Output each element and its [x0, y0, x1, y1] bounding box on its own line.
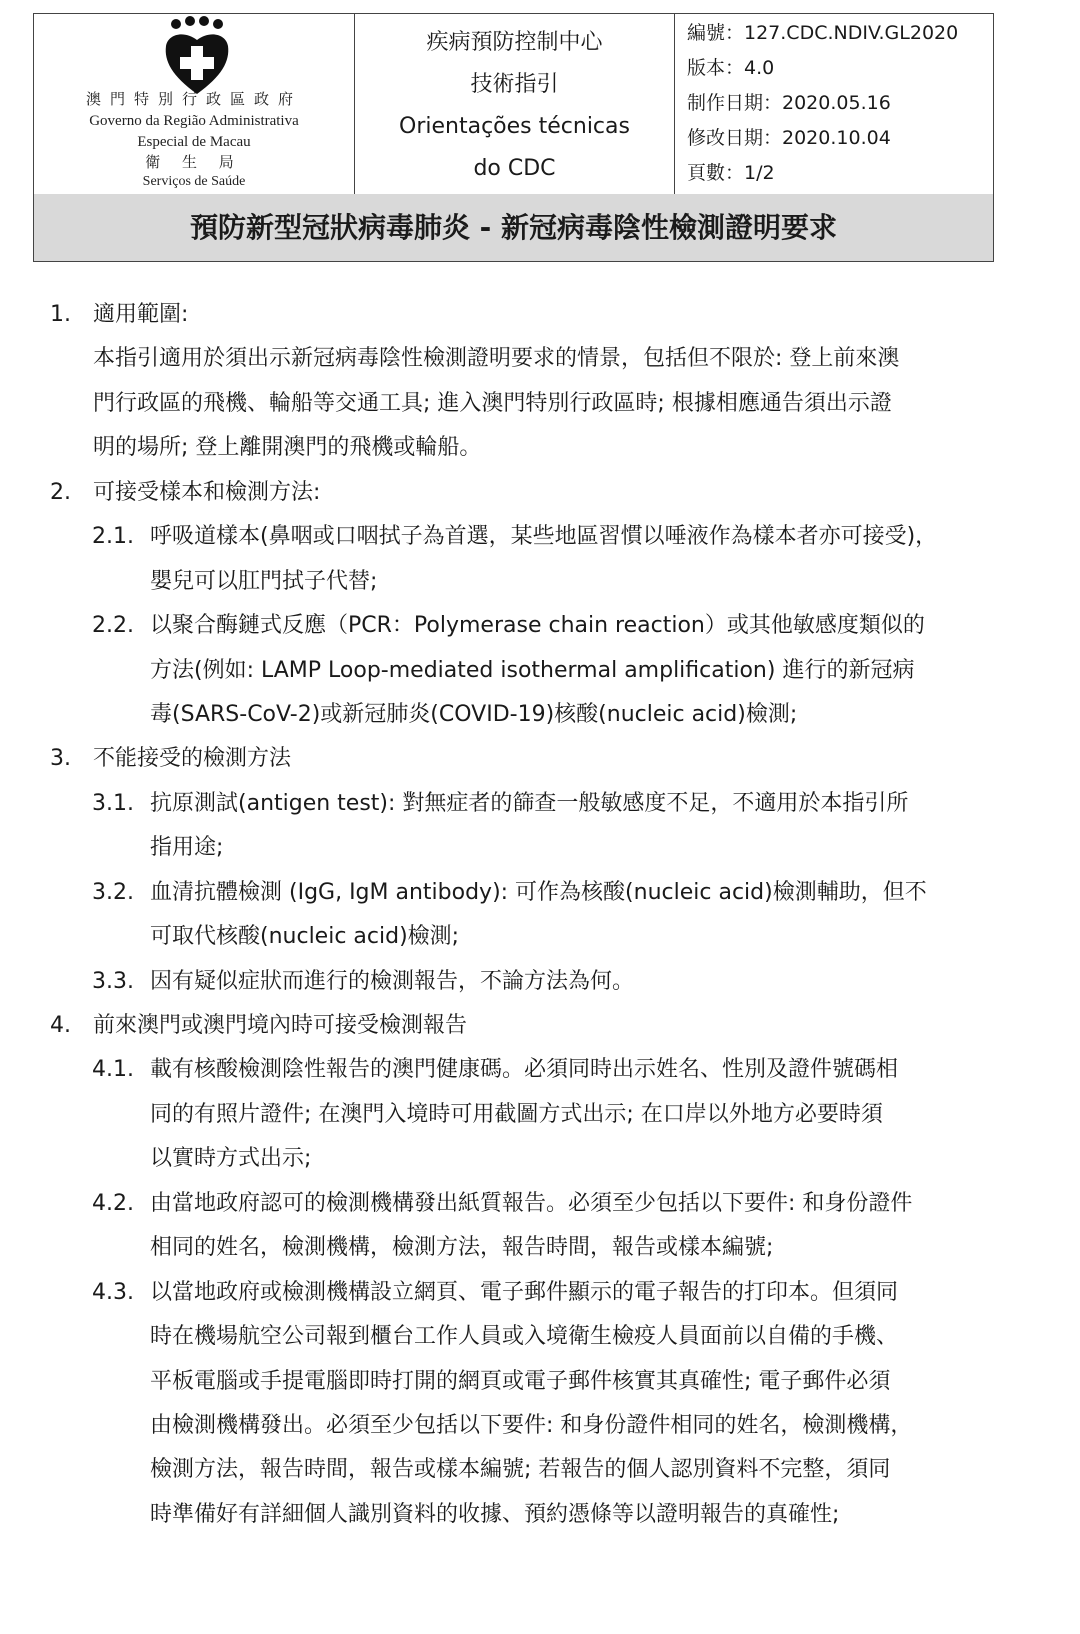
item-number: 2.2. [92, 613, 134, 639]
item-text-line: 明的場所; 登上離開澳門的飛機或輪船。 [93, 435, 482, 461]
item-text-line: 可接受樣本和檢測方法: [93, 479, 321, 505]
item-number: 4.2. [92, 1190, 134, 1216]
item-number: 2.1. [92, 524, 134, 550]
center-line: 疾病預防控制中心 [426, 30, 603, 55]
item-text-line: 指用途; [150, 835, 224, 861]
health-bureau-logo-icon [162, 16, 232, 96]
gov-pt-1: Governo da Região Administrativa [89, 113, 299, 129]
doc-number: 編號：127.CDC.NDIV.GL2020 [687, 22, 959, 44]
item-text-line: 因有疑似症狀而進行的檢測報告，不論方法為何。 [150, 968, 635, 994]
gov-zh: 澳門特別行政區政府 [85, 92, 302, 108]
item-text-line: 本指引適用於須出示新冠病毒陰性檢測證明要求的情景，包括但不限於: 登上前來澳 [93, 346, 900, 372]
item-number: 4.1. [92, 1057, 134, 1083]
item-number: 3.2. [92, 879, 134, 905]
item-number: 1. [50, 302, 71, 327]
item-text-line: 同的有照片證件; 在澳門入境時可用截圖方式出示; 在口岸以外地方必要時須 [150, 1101, 883, 1127]
item-text-line: 血清抗體檢測 (IgG, IgM antibody): 可作為核酸(nucleic acid)檢測輔助，但不 [150, 879, 927, 905]
center-line: Orientações técnicas [399, 114, 630, 139]
item-number: 4. [50, 1013, 71, 1039]
item-text-line: 不能接受的檢測方法 [93, 746, 292, 772]
item-number: 2. [50, 479, 71, 505]
item-text-line: 由檢測機構發出。必須至少包括以下要件: 和身份證件相同的姓名，檢測機構， [150, 1413, 913, 1438]
item-text-line: 毒(SARS-CoV-2)或新冠肺炎(COVID-19)核酸(nucleic acid)檢測; [150, 701, 798, 727]
modified-date: 修改日期：2020.10.04 [687, 127, 891, 149]
item-text-line: 適用範圍: [93, 302, 189, 327]
item-text-line: 以實時方式出示; [150, 1146, 312, 1172]
item-text-line: 前來澳門或澳門境內時可接受檢測報告 [93, 1013, 468, 1039]
item-number: 3.1. [92, 790, 134, 816]
item-number: 4.3. [92, 1279, 134, 1305]
item-text-line: 檢測方法，報告時間，報告或樣本編號; 若報告的個人認別資料不完整，須同 [150, 1457, 891, 1483]
item-text-line: 抗原測試(antigen test): 對無症者的篩查一般敏感度不足，不適用於本指引所 [150, 790, 909, 816]
item-text-line: 呼吸道樣本(鼻咽或口咽拭子為首選，某些地區習慣以唾液作為樣本者亦可接受)， [150, 524, 938, 550]
document-header-table [33, 13, 994, 262]
item-text-line: 嬰兒可以肛門拭子代替; [150, 568, 378, 594]
issuer-cell [34, 14, 355, 194]
item-text-line: 以當地政府或檢測機構設立網頁、電子郵件顯示的電子報告的打印本。但須同 [150, 1279, 899, 1305]
item-text-line: 由當地政府認可的檢測機構發出紙質報告。必須至少包括以下要件: 和身份證件 [150, 1190, 913, 1216]
item-text-line: 載有核酸檢測陰性報告的澳門健康碼。必須同時出示姓名、性別及證件號碼相 [150, 1057, 899, 1083]
item-number: 3.3. [92, 968, 134, 994]
center-line: do CDC [473, 156, 556, 181]
doc-version: 版本：4.0 [687, 57, 775, 79]
item-text-line: 可取代核酸(nucleic acid)檢測; [150, 924, 460, 950]
item-text-line: 以聚合酶鏈式反應（PCR：Polymerase chain reaction）或其他敏感度類似的 [150, 613, 925, 639]
item-text-line: 時準備好有詳細個人識別資料的收據、預約憑條等以證明報告的真確性; [150, 1501, 840, 1527]
page-count: 頁數：1/2 [687, 162, 775, 184]
document-title: 預防新型冠狀病毒肺炎 - 新冠病毒陰性檢測證明要求 [34, 194, 993, 261]
meta-cell [675, 14, 993, 194]
item-text-line: 時在機場航空公司報到櫃台工作人員或入境衛生檢疫人員面前以自備的手機、 [150, 1324, 899, 1350]
center-line: 技術指引 [470, 72, 559, 97]
center-cell [355, 14, 675, 194]
item-text-line: 平板電腦或手提電腦即時打開的網頁或電子郵件核實其真確性; 電子郵件必須 [150, 1368, 891, 1394]
dept-zh: 衛 生 局 [145, 155, 243, 171]
item-text-line: 方法(例如: LAMP Loop-mediated isothermal amplification) 進行的新冠病 [150, 657, 915, 683]
item-number: 3. [50, 746, 71, 772]
item-text-line: 相同的姓名，檢測機構，檢測方法，報告時間，報告或樣本編號; [150, 1235, 774, 1261]
created-date: 制作日期：2020.05.16 [687, 92, 891, 114]
gov-pt-2: Especial de Macau [137, 134, 251, 150]
item-text-line: 門行政區的飛機、輪船等交通工具; 進入澳門特別行政區時; 根據相應通告須出示證 [93, 390, 892, 416]
dept-pt: Serviços de Saúde [142, 174, 246, 189]
